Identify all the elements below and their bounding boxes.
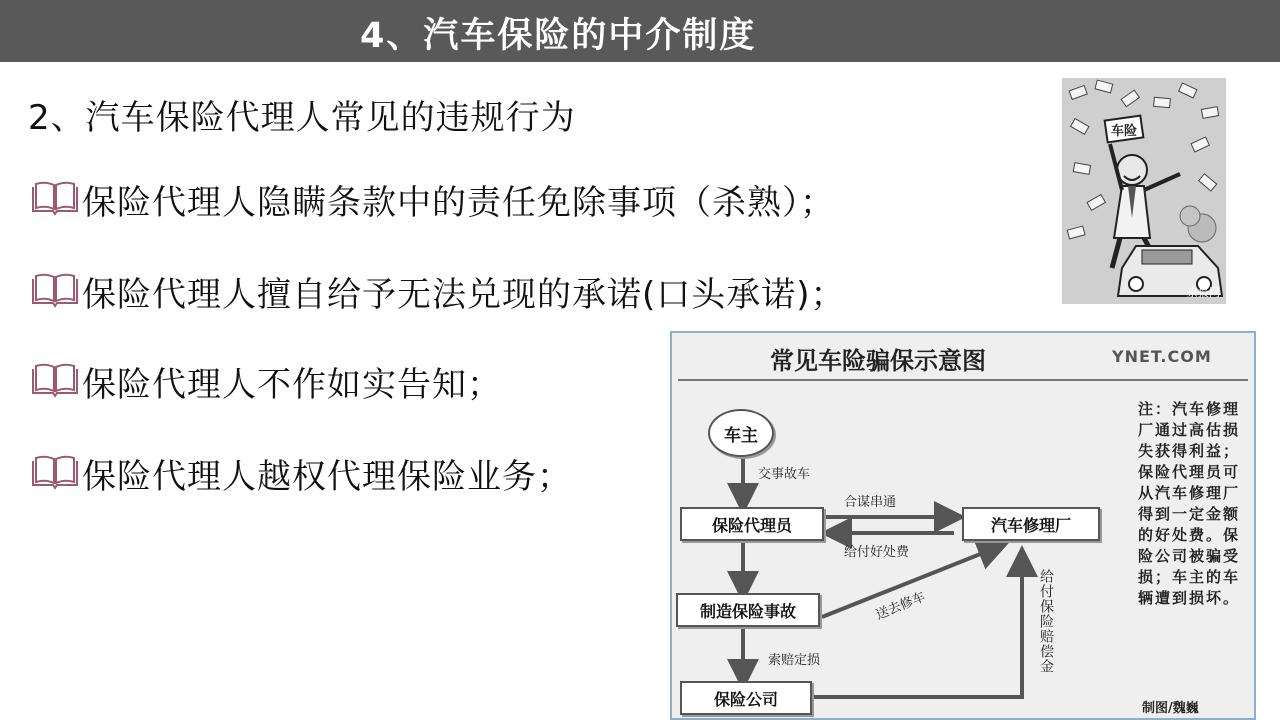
edge-label-collusion: 合谋串通 [844,495,897,510]
edge-label-send-repair: 送去修车 [873,589,928,624]
cartoon-illustration [1062,78,1226,304]
section-subtitle: 2、汽车保险代理人常见的违规行为 [28,98,576,138]
book-icon [30,361,80,401]
node-owner: 车主 [708,409,774,457]
book-icon [30,271,80,311]
fraud-diagram [670,331,1256,720]
bullet-item [30,266,846,316]
book-icon [30,179,80,219]
edge-label-kickback: 给付好处费 [844,545,910,560]
bullet-text: 保险代理人擅自给予无法兑现的承诺(口头承诺)； [82,274,846,315]
bullet-text: 保险代理人隐瞒条款中的责任免除事项（杀熟）； [82,182,835,223]
bullet-text: 保险代理人越权代理保险业务； [82,456,572,497]
bullet-item [30,448,572,498]
page-title: 4、汽车保险的中介制度 [360,16,757,56]
cartoon-drawing [1062,78,1226,304]
diagram-note: 注：汽车修理厂通过高估损失获得利益；保险代理员可从汽车修理厂得到一定金额的好处费。保险公司被骗受损；车主的车辆遭到损坏。 [1138,400,1241,607]
title-bar [0,0,1280,62]
node-insurer: 保险公司 [680,681,812,715]
edge-label-payout: 给付保险赔偿金 [1038,569,1054,674]
node-fake-accident: 制造保险事故 [676,593,820,627]
edge-label-claim: 索赔定损 [768,653,821,668]
cartoon-caption: 京报网 [1187,286,1220,299]
bullet-text: 保险代理人不作如实告知； [82,364,502,405]
bullet-item [30,174,835,224]
diagram-title: 常见车险骗保示意图 [770,347,986,375]
diagram-source: YNET.COM [1112,347,1212,366]
bullet-item [30,356,502,406]
edge-label-owner-to-agent: 交事故车 [758,467,811,482]
book-icon [30,453,80,493]
node-repair-shop: 汽车修理厂 [962,507,1100,541]
node-agent: 保险代理员 [680,507,824,541]
cartoon-sign-text: 车险 [1111,124,1138,139]
diagram-credit: 制图/魏巍 [1142,701,1199,716]
